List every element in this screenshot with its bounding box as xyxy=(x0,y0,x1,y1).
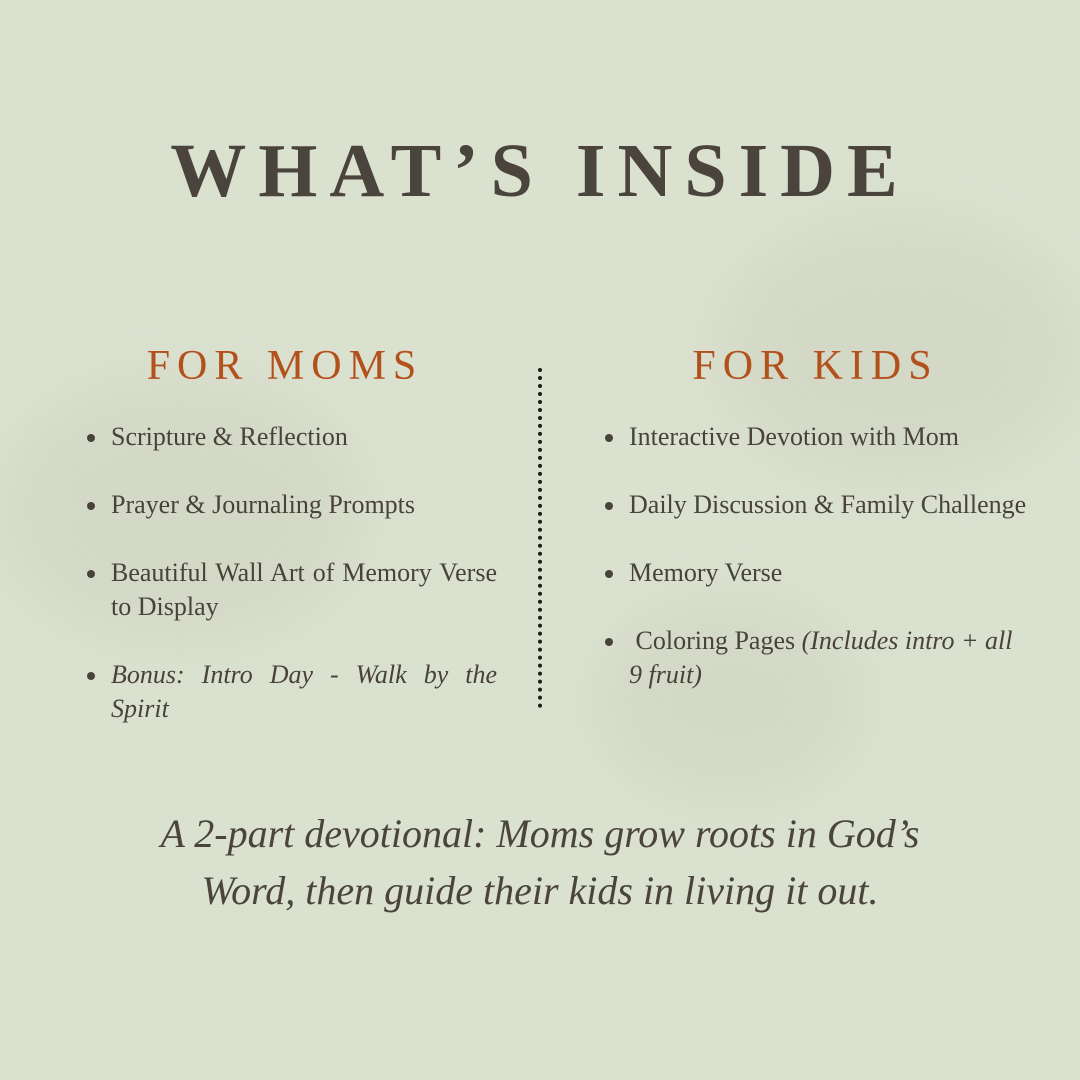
coloring-label: Coloring Pages xyxy=(635,626,796,655)
tagline: A 2-part devotional: Moms grow roots in God’s Word, then guide their kids in living it out. xyxy=(160,811,920,913)
list-item: Memory Verse xyxy=(603,556,1028,590)
list-item: Daily Discussion & Family Challenge xyxy=(603,488,1028,522)
list-item-coloring xyxy=(603,624,1028,692)
list-item: Prayer & Journaling Prompts xyxy=(85,488,497,522)
list-item: Interactive Devotion with Mom xyxy=(603,420,1028,454)
coloring-note: (Includes intro + all 9 fruit) xyxy=(629,626,1013,689)
column-divider xyxy=(538,368,542,708)
bonus-text: Intro Day - Walk by the Spirit xyxy=(111,660,497,723)
list-item-bonus xyxy=(85,658,497,726)
bonus-label: Bonus: xyxy=(111,660,185,689)
kids-column xyxy=(603,342,1028,726)
moms-column xyxy=(85,342,497,760)
list-item: Beautiful Wall Art of Memory Verse to Display xyxy=(85,556,497,624)
page-title: WHAT’S INSIDE xyxy=(170,129,910,213)
kids-heading: FOR KIDS xyxy=(692,343,939,389)
moms-list xyxy=(85,420,497,726)
list-item: Scripture & Reflection xyxy=(85,420,497,454)
moms-heading: FOR MOMS xyxy=(146,343,424,389)
kids-list xyxy=(603,420,1028,692)
